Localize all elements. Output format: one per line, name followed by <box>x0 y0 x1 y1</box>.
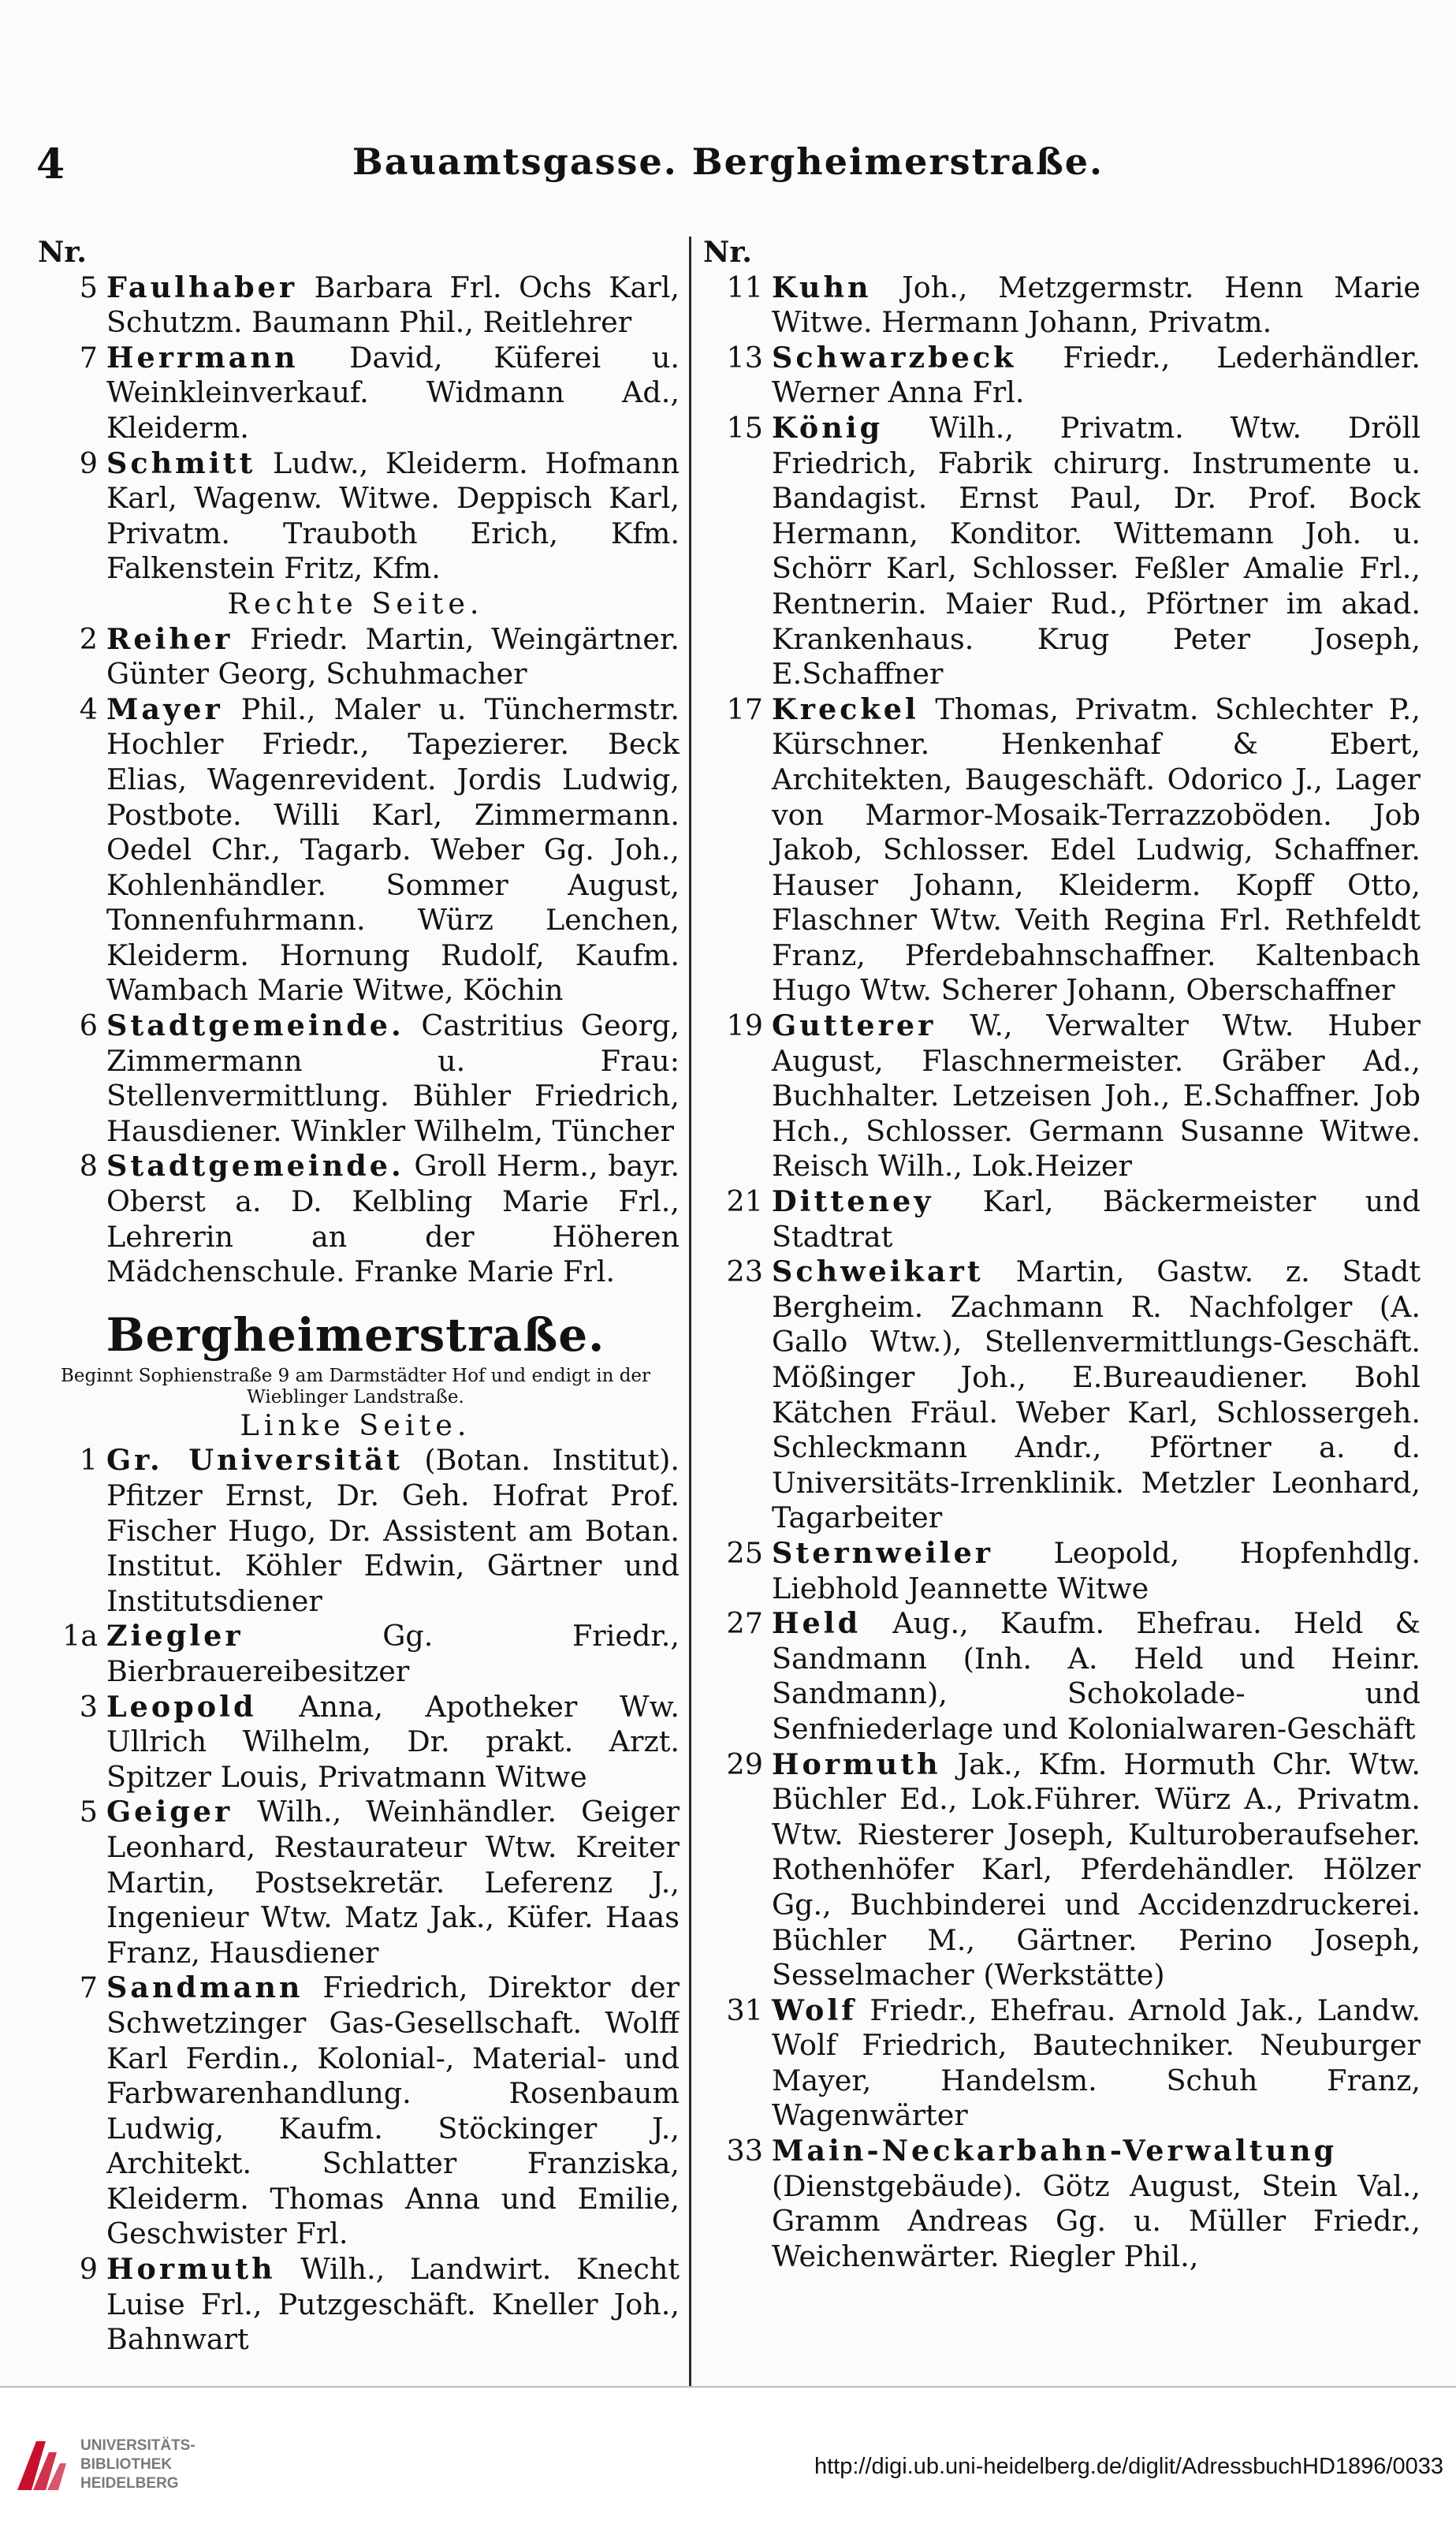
entry-name: Sandmann <box>106 1970 303 2005</box>
house-number: 7 <box>79 1970 98 2005</box>
right-column <box>697 235 1421 2384</box>
entry-text: Wilh., Privatm. Wtw. Dröll Friedrich, Fabrik chirurg. Instrumente u. Bandagist. Ernst Paul, Dr. Prof. Bock Hermann, Konditor. Wittemann Joh. u. Schörr Karl, Schlosser. Feßler Amalie Frl., Rentnerin. Maier Rud., Pförtner im akad. Krankenhaus. Krug Peter Joseph, E.Schaffner <box>772 410 1421 692</box>
house-number: 15 <box>726 410 763 445</box>
address-entry <box>697 341 1421 411</box>
entry-name: Gr. Universität <box>106 1443 403 1478</box>
entry-text: Friedr. Martin, Weingärtner. Günter Georg, Schuhmacher <box>106 621 680 692</box>
column-divider <box>689 237 691 2389</box>
address-entry <box>32 1795 680 1970</box>
entry-text: Friedrich, Direktor der Schwetzinger Gas-Gesellschaft. Wolff Karl Ferdin., Kolonial-, Material- und Farbwarenhandlung. Rosenbaum Ludwig, Kaufm. Stöckinger J., Architekt. Schlatter Franziska, Kleiderm. Thomas Anna und Emilie, Geschwister Frl. <box>106 1970 680 2251</box>
entry-name: König <box>772 410 884 445</box>
house-number: 5 <box>79 270 98 304</box>
house-number: 21 <box>726 1184 763 1219</box>
house-number: 9 <box>79 446 98 480</box>
entry-name: Main-Neckarbahn-Verwaltung <box>772 2134 1338 2168</box>
address-entry <box>697 1536 1421 1606</box>
entry-list <box>32 1443 680 2357</box>
address-entry <box>697 2134 1421 2274</box>
entry-text: Barbara Frl. Ochs Karl, Schutzm. Baumann Phil., Reitlehrer <box>106 270 680 340</box>
entry-text: Aug., Kaufm. Ehefrau. Held & Sandmann (Inh. A. Held und Heinr. Sandmann), Schokolade- und Senfniederlage und Kolonialwaren-Geschäft <box>772 1606 1421 1746</box>
running-head: Bauamtsgasse. Bergheimerstraße. <box>352 140 1104 183</box>
entry-name: Leopold <box>106 1689 257 1724</box>
address-entry <box>32 622 680 692</box>
house-number: 17 <box>726 692 763 726</box>
entry-name: Held <box>772 1606 862 1641</box>
address-entry <box>697 1747 1421 1993</box>
address-entry <box>697 1993 1421 2134</box>
subheading-left-side: Linke Seite. <box>240 1407 471 1442</box>
entry-text: Gg. Friedr., Bierbrauereibesitzer <box>106 1619 680 1688</box>
address-entry <box>697 270 1421 341</box>
entry-name: Kuhn <box>772 270 872 304</box>
entry-text: Anna, Apotheker Ww. Ullrich Wilhelm, Dr. prakt. Arzt. Spitzer Louis, Privatmann Witwe <box>106 1689 680 1794</box>
entry-list <box>32 270 680 587</box>
entry-list <box>697 270 1421 2275</box>
logo-line: BIBLIOTHEK <box>80 2456 173 2473</box>
house-number: 13 <box>726 340 763 375</box>
entry-name: Gutterer <box>772 1009 937 1043</box>
address-entry <box>697 692 1421 1009</box>
house-number: 25 <box>726 1535 763 1570</box>
entry-text: Wilh., Weinhändler. Geiger Leonhard, Restaurateur Wtw. Kreiter Martin, Postsekretär. Leferenz J., Ingenieur Wtw. Matz Jak., Küfer. Haas Franz, Hausdiener <box>106 1795 680 1970</box>
entry-text: Thomas, Privatm. Schlechter P., Kürschner. Henkenhaf & Ebert, Architekten, Baugeschäft. Odorico J., Lager von Marmor-Mosaik-Terrazzoböden. Job Jakob, Schlosser. Edel Ludwig, Schaffner. Hauser Johann, Kleiderm. Kopff Otto, Flaschner Wtw. Veith Regina Frl. Rethfeldt Franz, Pferdebahnschaffner. Kaltenbach Hugo Wtw. Scherer Johann, Oberschaffner <box>772 692 1421 1008</box>
house-number: 11 <box>726 270 763 304</box>
entry-name: Schwarzbeck <box>772 340 1017 375</box>
house-number: 29 <box>726 1747 763 1781</box>
entry-text: Wilh., Landwirt. Knecht Luise Frl., Putzgeschäft. Kneller Joh., Bahnwart <box>106 2252 680 2357</box>
entry-name: Schweikart <box>772 1255 984 1289</box>
house-number: 9 <box>79 2252 98 2287</box>
entry-name: Ditteney <box>772 1184 934 1219</box>
page-number: 4 <box>36 140 65 188</box>
entry-text: W., Verwalter Wtw. Huber August, Flaschnermeister. Gräber Ad., Buchhalter. Letzeisen Joh., E.Schaffner. Job Hch., Schlosser. Germann Susanne Witwe. Reisch Wilh., Lok.Heizer <box>772 1009 1421 1184</box>
library-logo-text <box>80 2436 195 2493</box>
entry-text: Joh., Metzgermstr. Henn Marie Witwe. Hermann Johann, Privatm. <box>772 270 1421 340</box>
entry-name: Faulhaber <box>106 270 298 304</box>
entry-text: Friedr., Lederhändler. Werner Anna Frl. <box>772 340 1421 410</box>
entry-name: Schmitt <box>106 446 256 480</box>
entry-name: Stadtgemeinde. <box>106 1149 404 1184</box>
entry-text: Martin, Gastw. z. Stadt Bergheim. Zachmann R. Nachfolger (A. Gallo Wtw.), Stellenvermittlungs-Geschäft. Mößinger Joh., E.Bureaudiener. Bohl Kätchen Fräul. Weber Karl, Schlossergeh. Schleckmann Andr., Pförtner a. d. Universitäts-Irrenklinik. Metzler Leonhard, Tagarbeiter <box>772 1255 1421 1535</box>
address-entry <box>697 1184 1421 1255</box>
house-number: 7 <box>79 340 98 375</box>
entry-name: Stadtgemeinde. <box>106 1009 404 1043</box>
entry-text: (Botan. Institut). Pfitzer Ernst, Dr. Geh. Hofrat Prof. Fischer Hugo, Dr. Assistent am Botan. Institut. Köhler Edwin, Gärtner und Institutsdiener <box>106 1443 680 1618</box>
house-number: 5 <box>79 1795 98 1829</box>
left-column <box>32 235 680 2384</box>
address-entry <box>32 270 680 341</box>
house-number: 23 <box>726 1255 763 1289</box>
street-note: Beginnt Sophienstraße 9 am Darmstädter Hof und endigt in der Wieblinger Landstraße. <box>60 1365 651 1407</box>
address-entry <box>32 1690 680 1795</box>
library-logo-icon <box>14 2435 74 2493</box>
address-entry <box>697 1606 1421 1747</box>
house-number: 2 <box>79 621 98 656</box>
entry-text: Castritius Georg, Zimmermann u. Frau: Stellenvermittlung. Bühler Friedrich, Hausdiener. Winkler Wilhelm, Tüncher <box>106 1009 680 1148</box>
entry-text: Jak., Kfm. Hormuth Chr. Wtw. Büchler Ed., Lok.Führer. Würz A., Privatm. Wtw. Riesterer Joseph, Kulturoberaufseher. Rothenhöfer Karl, Pferdehändler. Hölzer Gg., Buchbinderei und Accidenzdruckerei. Büchler M., Gärtner. Perino Joseph, Sesselmacher (Werkstätte) <box>772 1747 1421 1993</box>
entry-name: Sternweiler <box>772 1535 994 1570</box>
entry-list <box>32 622 680 1290</box>
entry-name: Hormuth <box>772 1747 941 1781</box>
entry-text: Karl, Bäckermeister und Stadtrat <box>772 1184 1421 1254</box>
entry-text: (Dienstgebäude). Götz August, Stein Val., Gramm Andreas Gg. u. Müller Friedr., Weichenwärter. Riegler Phil., <box>772 2168 1421 2273</box>
house-number: 3 <box>79 1689 98 1724</box>
entry-name: Ziegler <box>106 1619 244 1654</box>
entry-name: Herrmann <box>106 340 299 375</box>
entry-name: Reiher <box>106 621 233 656</box>
nr-label: Nr. <box>703 235 752 269</box>
address-entry <box>32 1149 680 1289</box>
entry-text: Friedr., Ehefrau. Arnold Jak., Landw. Wolf Friedrich, Bautechniker. Neuburger Mayer, Handelsm. Schuh Franz, Wagenwärter <box>772 1993 1421 2133</box>
address-entry <box>697 1255 1421 1536</box>
house-number: 4 <box>79 692 98 726</box>
logo-line: UNIVERSITÄTS- <box>80 2437 195 2454</box>
source-url[interactable]: http://digi.ub.uni-heidelberg.de/diglit/AdressbuchHD1896/0033 <box>814 2454 1443 2479</box>
entry-name: Geiger <box>106 1795 233 1829</box>
footer <box>0 2388 1456 2539</box>
entry-text: Groll Herm., bayr. Oberst a. D. Kelbling Marie Frl., Lehrerin an der Höheren Mädchenschule. Franke Marie Frl. <box>106 1149 680 1289</box>
entry-name: Mayer <box>106 692 223 726</box>
house-number: 8 <box>79 1149 98 1184</box>
logo-line: HEIDELBERG <box>80 2475 179 2492</box>
entry-text: David, Küferei u. Weinkleinverkauf. Widmann Ad., Kleiderm. <box>106 340 680 445</box>
address-entry <box>32 1009 680 1149</box>
entry-name: Kreckel <box>772 692 919 726</box>
house-number: 31 <box>726 1993 763 2027</box>
entry-name: Wolf <box>772 1993 857 2027</box>
nr-label: Nr. <box>38 235 87 269</box>
address-entry <box>32 1619 680 1689</box>
house-number: 1 <box>79 1443 98 1478</box>
entry-text: Ludw., Kleiderm. Hofmann Karl, Wagenw. Witwe. Deppisch Karl, Privatm. Trauboth Erich, Kfm. Falkenstein Fritz, Kfm. <box>106 446 680 586</box>
entry-text: Leopold, Hopfenhdlg. Liebhold Jeannette Witwe <box>772 1535 1421 1605</box>
address-entry <box>32 446 680 587</box>
address-entry <box>32 692 680 1009</box>
address-entry <box>697 411 1421 692</box>
address-entry <box>32 1443 680 1619</box>
address-entry <box>697 1009 1421 1184</box>
house-number: 33 <box>726 2134 763 2168</box>
address-entry <box>32 1970 680 2252</box>
address-entry <box>32 341 680 446</box>
house-number: 6 <box>79 1009 98 1043</box>
house-number: 19 <box>726 1009 763 1043</box>
house-number: 27 <box>726 1606 763 1641</box>
street-title: Bergheimerstraße. <box>106 1307 605 1362</box>
house-number: 1a <box>62 1619 98 1654</box>
subheading-right-side: Rechte Seite. <box>227 586 484 621</box>
entry-text: Phil., Maler u. Tünchermstr. Hochler Friedr., Tapezierer. Beck Elias, Wagenrevident. Jordis Ludwig, Postbote. Willi Karl, Zimmermann. Oedel Chr., Tagarb. Weber Gg. Joh., Kohlenhändler. Sommer August, Tonnenfuhrmann. Würz Lenchen, Kleiderm. Hornung Rudolf, Kaufm. Wambach Marie Witwe, Köchin <box>106 692 680 1008</box>
entry-name: Hormuth <box>106 2252 276 2287</box>
address-entry <box>32 2252 680 2358</box>
